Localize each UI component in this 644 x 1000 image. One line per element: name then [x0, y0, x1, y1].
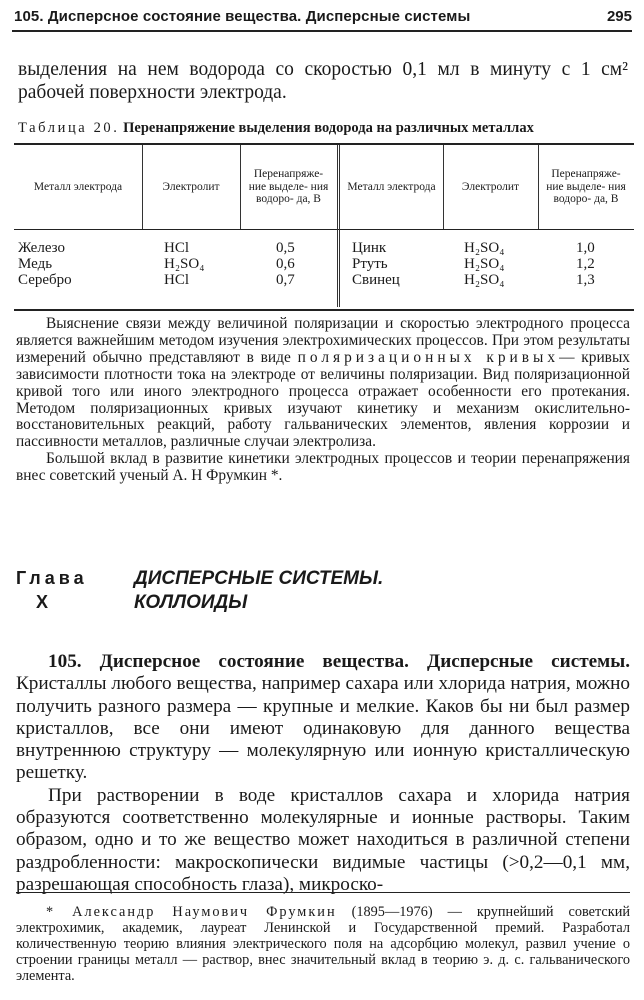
table-caption	[18, 120, 630, 137]
col-header-metal: Металл электрода	[347, 180, 436, 193]
running-header	[12, 4, 632, 30]
page-number: 295	[606, 8, 632, 25]
emphasized-term: поляризационных кривых	[297, 348, 560, 366]
chapter-title: КОЛЛОИДЫ	[134, 592, 248, 613]
cell-electrolyte: H₂SO₄	[464, 240, 505, 256]
section-paragraph: При растворении в воде кристаллов сахара и хлорида натрия образуются соответственно молекулярные и ионные растворы. Таким образом, одно и то же вещество может находиться в различной степени раздробленности: макроскопически видимые частицы (>0,2—0,1 мм, разрешающая способность глаза), микроско-	[16, 784, 630, 895]
chapter-title: ДИСПЕРСНЫЕ СИСТЕМЫ.	[134, 568, 384, 589]
col-header-overvoltage: Перенапряже- ние выделе- ния водоро- да, В	[546, 168, 626, 206]
chapter-word: Глава	[16, 568, 88, 588]
cell-value: 1,0	[576, 240, 595, 256]
cell-electrolyte: H₂SO₄	[164, 256, 205, 272]
cell-electrolyte: H₂SO₄	[464, 272, 505, 288]
col-header-electrolyte: Электролит	[162, 180, 220, 193]
table-caption-title: Перенапряжение выделения водорода на различных металлах	[123, 120, 534, 136]
cell-value: 1,2	[576, 256, 595, 272]
cell-metal: Свинец	[352, 272, 400, 288]
footnote-name: * Александр Наумович Фрумкин	[46, 904, 337, 920]
overvoltage-table	[14, 143, 634, 311]
col-header-overvoltage: Перенапряже- ние выделе- ния водоро- да, В	[248, 168, 329, 206]
col-header-electrolyte: Электролит	[461, 180, 520, 193]
cell-electrolyte: HCl	[164, 240, 190, 256]
col-header-metal: Металл электрода	[33, 180, 123, 193]
cell-metal: Серебро	[18, 272, 72, 288]
footnote-rule	[16, 892, 630, 893]
lead-paragraph: выделения на нем водорода со скоростью 0,1 мл в минуту с 1 см² рабочей поверхности электрода.	[18, 59, 628, 103]
cell-metal: Ртуть	[352, 256, 388, 272]
cell-value: 1,3	[576, 272, 595, 288]
cell-metal: Железо	[18, 240, 65, 256]
section-paragraph: 105. Дисперсное состояние вещества. Дисперсные системы. Кристаллы любого вещества, например сахара или хлорида натрия, можно получить разного размера — крупные и мелкие. Каков бы ни был размер кристаллов, все они имеют одинаковую для данного вещества внутреннюю структуру — молекулярную или ионную кристаллическую решетку.	[16, 651, 630, 784]
chapter-number: X	[36, 592, 49, 612]
header-rule	[12, 30, 632, 32]
table-caption-label: Таблица 20.	[18, 120, 120, 136]
cell-metal: Цинк	[352, 240, 387, 256]
cell-electrolyte: H₂SO₄	[464, 256, 505, 272]
polarization-paragraphs	[16, 316, 630, 485]
section-heading: 105. Дисперсное состояние вещества. Дисперсные системы.	[48, 651, 630, 672]
cell-metal: Медь	[18, 256, 53, 272]
cell-electrolyte: HCl	[164, 272, 190, 288]
chapter-heading	[16, 568, 628, 618]
footnote: * Александр Наумович Фрумкин (1895—1976) — крупнейший советский электрохимик, академик, лауреат Ленинской и Государственной премий. Разработал количественную теорию влияния электрического поля на адсорбцию молекул, развил учение о строении границы металл — раствор, внес значительный вклад в теорию э. д. с. гальванического элемента.	[16, 904, 630, 984]
cell-value: 0,7	[276, 272, 295, 288]
cell-value: 0,5	[276, 240, 295, 256]
cell-value: 0,6	[276, 256, 295, 272]
section-body	[16, 651, 630, 896]
running-title: 105. Дисперсное состояние вещества. Дисперсные системы	[14, 8, 471, 25]
polarization-paragraph: Выяснение связи между величиной поляризации и скоростью электродного процесса является важнейшим методом изучения электрохимических процессов. При этом результаты измерений обычно представляют в виде поляризационных кривых— кривых зависимости плотности тока на электроде от величины поляризации. Вид поляризационной кривой того или иного электродного процесса отражает особенности его протекания. Методом поляризационных кривых изучают кинетику и механизм окислительно-восстановительных реакций, работу гальванических элементов, явления коррозии и пассивности металлов, различные случаи электролиза.	[16, 315, 630, 451]
frumkin-paragraph: Большой вклад в развитие кинетики электродных процессов и теории перенапряжения внес советский ученый А. Н Фрумкин *.	[16, 450, 630, 485]
